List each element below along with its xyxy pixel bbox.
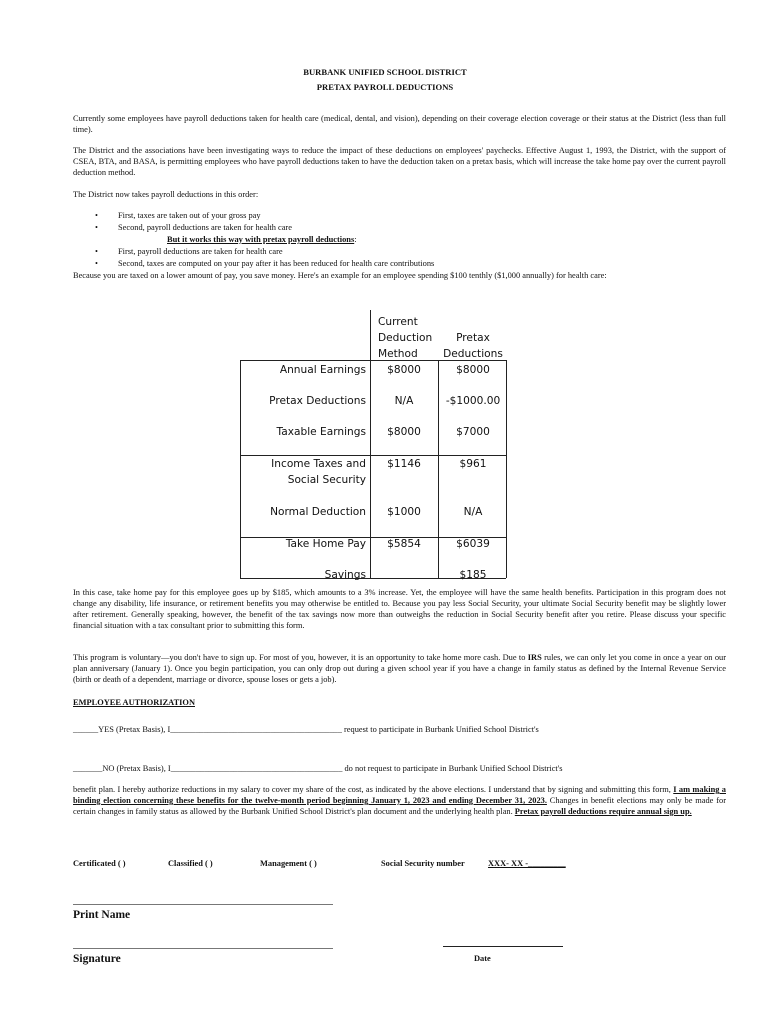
date-label: Date xyxy=(474,954,491,963)
table-cell: $185 xyxy=(459,569,487,581)
intro-paragraph-1: Currently some employees have payroll deductions taken for health care (medical, dental, and vision), depending on their coverage election coverage or their status at the District (less than full time). xyxy=(73,114,726,134)
bullet-text-2: Second, payroll deductions are taken for health care xyxy=(118,223,292,232)
table-cell: $6039 xyxy=(456,538,490,550)
management-checkbox[interactable]: Management ( ) xyxy=(260,859,317,868)
table-row-label: Taxable Earnings xyxy=(276,426,366,438)
print-name-label: Print Name xyxy=(73,909,131,921)
district-title: BURBANK UNIFIED SCHOOL DISTRICT xyxy=(303,67,467,77)
col-header-pretax: Pretax Deductions xyxy=(443,332,503,360)
table-row-label: Income Taxes and xyxy=(271,458,366,470)
bullet-text-3: First, payroll deductions are taken for health care xyxy=(118,247,283,256)
signature-label: Signature xyxy=(73,953,121,965)
authorization-paragraph: benefit plan. I hereby authorize reductions in my salary to cover my share of the cost, as indicated by the above elections. I understand that by signing and submitting this form, I am making a binding election concerning these benefits for the twelve-month period beginning January 1, 2023 and ending December 31, 2023. Changes in benefit elections may only be made for certain changes in family status as allowed by the Burbank Unified School District's plan document and the underlying health plan. Pretax payroll deductions require annual sign up. xyxy=(73,785,726,816)
table-cell: $1146 xyxy=(387,458,421,470)
table-cell: $8000 xyxy=(456,364,490,376)
bullet-icon: • xyxy=(95,259,98,268)
bullet-text-4: Second, taxes are computed on your pay after it has been reduced for health care contributions xyxy=(118,259,435,268)
table-cell: $8000 xyxy=(387,426,421,438)
form-title: PRETAX PAYROLL DEDUCTIONS xyxy=(316,82,454,92)
deduction-comparison-table: Current Deduction Method Pretax Deductions Annual Earnings $8000 $8000 Pretax Deductions N/A -$1000.00 Taxable Earnings $8000 $7000 Income Taxes and Social Security $1146 $961 Normal Deduction $1000 N/A Take Home Pay $5854 $6039 Savings $185 xyxy=(240,310,520,585)
pretax-subheading: But it works this way with pretax payroll deductions: xyxy=(167,235,357,244)
signature-field[interactable] xyxy=(73,948,333,949)
bullet-icon: • xyxy=(95,247,98,256)
bullet-text-1: First, taxes are taken out of your gross pay xyxy=(118,211,261,220)
yes-election-line[interactable]: ______YES (Pretax Basis), I_________________________________________ request to participate in Burbank Unified School District's xyxy=(73,725,539,734)
example-intro: Because you are taxed on a lower amount of pay, you save money. Here's an example for an employee spending $100 tenthly ($1,000 annually) for health care: xyxy=(73,271,607,280)
table-row-label: Pretax Deductions xyxy=(269,395,366,407)
table-cell: $7000 xyxy=(456,426,490,438)
certificated-checkbox[interactable]: Certificated ( ) xyxy=(73,859,126,868)
bullet-icon: • xyxy=(95,211,98,220)
table-cell: -$1000.00 xyxy=(445,395,501,407)
ssn-field[interactable]: XXX- XX -_________ xyxy=(488,859,566,868)
table-cell: $8000 xyxy=(387,364,421,376)
no-election-line[interactable]: _______NO (Pretax Basis), I_________________________________________ do not request to participate in Burbank Unified School District's xyxy=(73,764,563,773)
table-cell: $961 xyxy=(459,458,487,470)
table-row-label: Take Home Pay xyxy=(285,538,366,550)
table-row-label: Normal Deduction xyxy=(270,506,366,518)
table-cell: N/A xyxy=(463,506,483,518)
ssn-label: Social Security number xyxy=(381,859,465,868)
date-field[interactable] xyxy=(443,946,563,947)
body-paragraph-2: This program is voluntary—you don't have to sign up. For most of you, however, it is an opportunity to take home more cash. Due to IRS rules, we can only let you come in once a year on our plan anniversary (January 1). Once you begin participation, you can only drop out during a given school year if you have a change in family status as defined by the Internal Revenue Service (birth or death of a dependent, marriage or divorce, spouse loses or gets a job). xyxy=(73,653,726,684)
table-cell: N/A xyxy=(394,395,414,407)
table-row-label: Social Security xyxy=(287,474,366,486)
intro-paragraph-2: The District and the associations have been investigating ways to reduce the impact of these deductions on employees' paychecks. Effective August 1, 1993, the District, with the support of CSEA, BTA, and BASA, is permitting employees who have payroll deductions taken to have the deduction taken on a pretax basis, which will increase the take home pay over the current payroll deduction method. xyxy=(73,146,726,177)
bullet-icon: • xyxy=(95,223,98,232)
table-row-label: Annual Earnings xyxy=(279,364,366,376)
authorization-heading: EMPLOYEE AUTHORIZATION xyxy=(73,698,195,707)
table-cell: $5854 xyxy=(387,538,421,550)
table-cell: $1000 xyxy=(387,506,421,518)
intro-paragraph-3: The District now takes payroll deductions in this order: xyxy=(73,190,259,199)
body-paragraph-1: In this case, take home pay for this employee goes up by $185, which amounts to a 3% increase. Yet, the employee will have the same health benefits. Participation in this program does not change any disability, life insurance, or retirement benefits you may otherwise be entitled to. Because you pay less Social Security, your ultimate Social Security benefit may be slightly lower after retirement. Generally speaking, however, the benefit of the tax savings now more than outweighs the reduction in Social Security benefit after you retire. Please discuss your specific financial situation with a tax consultant prior to submitting this form. xyxy=(73,588,726,630)
classified-checkbox[interactable]: Classified ( ) xyxy=(168,859,213,868)
table-row-label: Savings xyxy=(324,569,366,581)
print-name-field[interactable] xyxy=(73,904,333,905)
